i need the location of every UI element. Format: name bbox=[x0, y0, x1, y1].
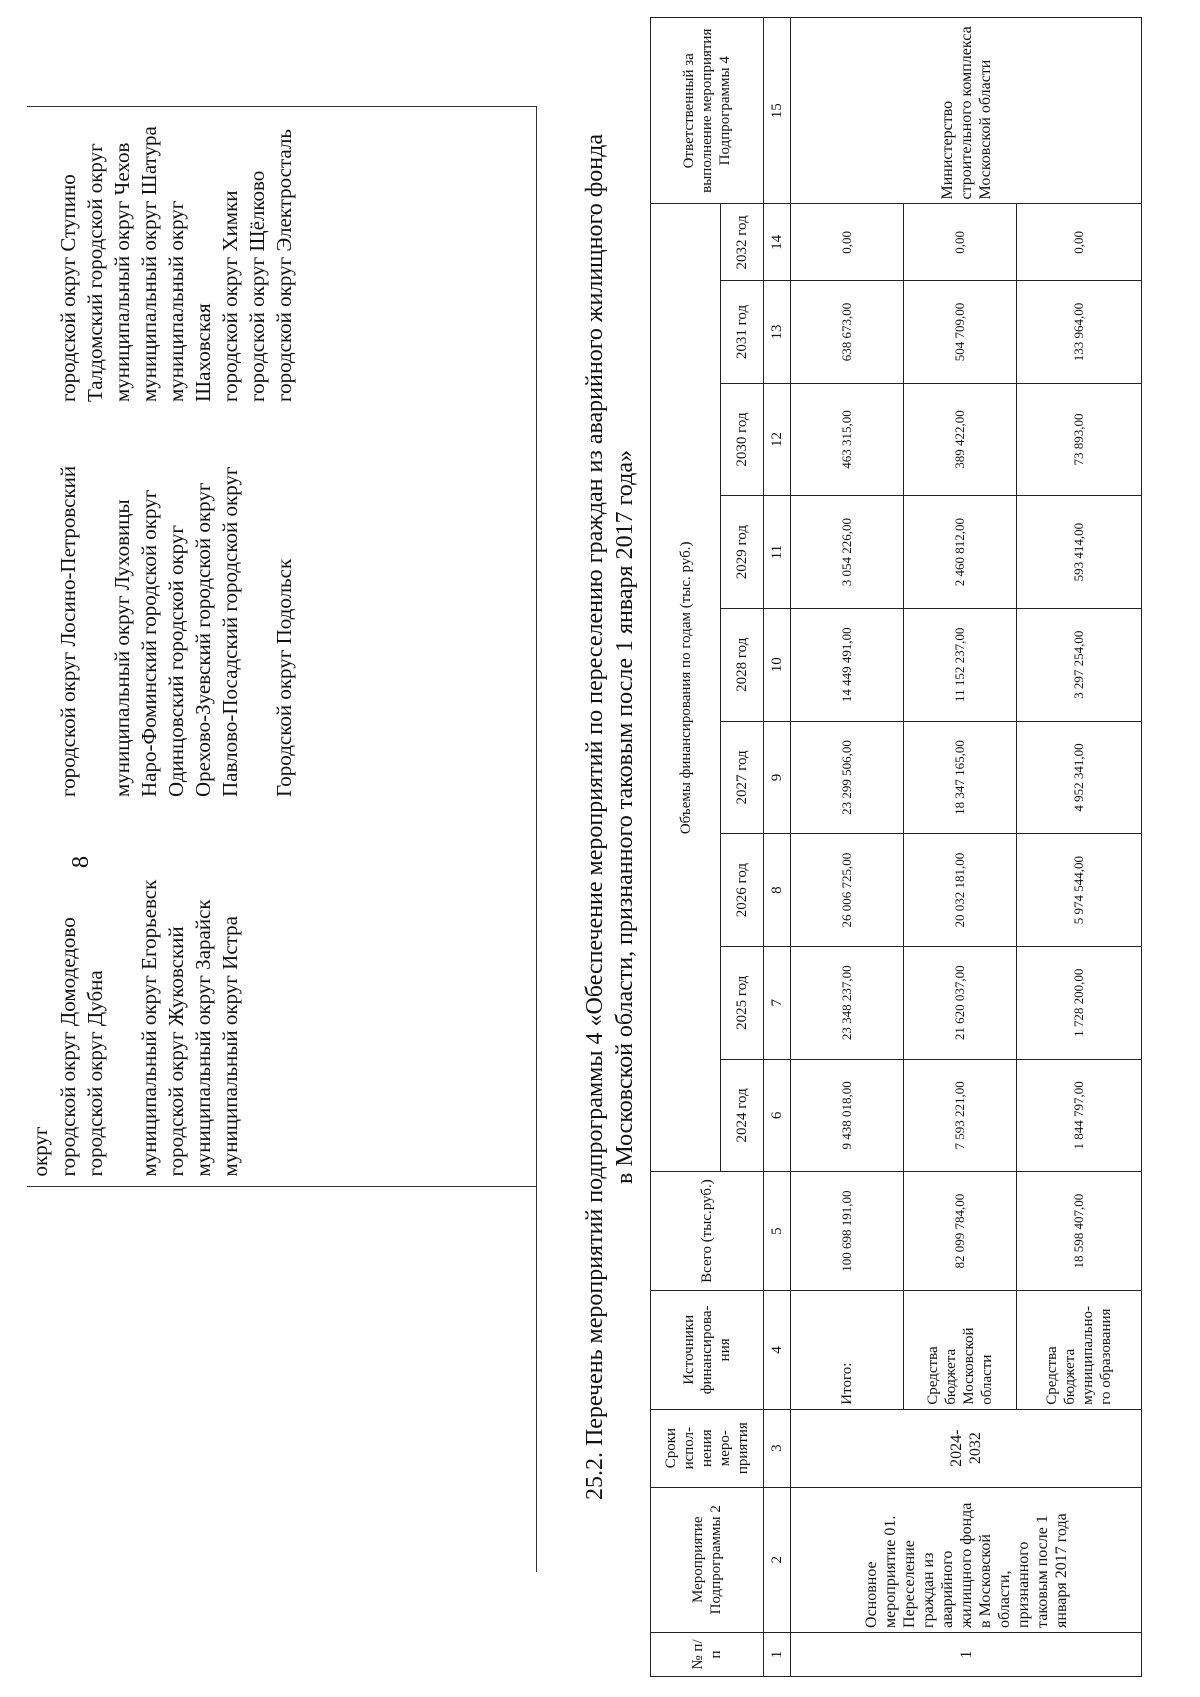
total-value: 100 698 191,00 bbox=[791, 1172, 904, 1291]
execution-terms: 2024-2032 bbox=[791, 1409, 1142, 1487]
total-value: 18 598 407,00 bbox=[1017, 1172, 1142, 1291]
funding-source: Итого: bbox=[791, 1290, 904, 1409]
year-value: 5 974 544,00 bbox=[1017, 834, 1142, 947]
header-year: 2029 год bbox=[721, 496, 764, 609]
header-year: 2032 год bbox=[721, 204, 764, 281]
year-value: 14 449 491,00 bbox=[791, 608, 904, 721]
header-no: № п/п bbox=[651, 1632, 764, 1676]
table-row bbox=[791, 18, 904, 1677]
continuation-item: округ bbox=[28, 1126, 52, 1177]
year-value: 11 152 237,00 bbox=[904, 608, 1017, 721]
year-value: 21 620 037,00 bbox=[904, 946, 1017, 1059]
header-sources: Источники финансирова-ния bbox=[651, 1290, 764, 1409]
year-value: 593 414,00 bbox=[1017, 496, 1142, 609]
header-year: 2027 год bbox=[721, 721, 764, 834]
year-value: 23 348 237,00 bbox=[791, 946, 904, 1059]
year-value: 2 460 812,00 bbox=[904, 496, 1017, 609]
funding-source: Средства бюджета муниципально-го образования bbox=[1017, 1290, 1142, 1409]
year-value: 504 709,00 bbox=[904, 281, 1017, 383]
year-value: 1 728 200,00 bbox=[1017, 946, 1142, 1059]
header-year: 2028 год bbox=[721, 608, 764, 721]
header-year: 2026 год bbox=[721, 834, 764, 947]
header-year: 2024 год bbox=[721, 1059, 764, 1172]
year-value: 638 673,00 bbox=[791, 281, 904, 383]
year-value: 0,00 bbox=[791, 204, 904, 281]
continuation-col-middle: городской округ Лосино-Петровский муниципальный округ Луховицы Наро-Фоминский городской округ Одинцовский городской округ Орехово-Зуевский городской округ Павлово-Посадский городской округ Городской округ Подольск bbox=[55, 412, 537, 807]
year-value: 463 315,00 bbox=[791, 383, 904, 496]
year-value: 23 299 506,00 bbox=[791, 721, 904, 834]
year-value: 73 893,00 bbox=[1017, 383, 1142, 496]
header-year: 2030 год bbox=[721, 383, 764, 496]
year-value: 389 422,00 bbox=[904, 383, 1017, 496]
year-value: 18 347 165,00 bbox=[904, 721, 1017, 834]
header-volumes: Объемы финансирования по годам (тыс. руб.) bbox=[651, 204, 721, 1172]
year-value: 0,00 bbox=[904, 204, 1017, 281]
continuation-col-right: городской округ Ступино Талдомский городской округ муниципальный округ Чехов муниципальный округ Шатура муниципальный округ Шаховская городской округ Химки городской округ Щёлково городской округ Электросталь bbox=[55, 107, 537, 412]
year-value: 1 844 797,00 bbox=[1017, 1059, 1142, 1172]
year-value: 26 006 725,00 bbox=[791, 834, 904, 947]
year-value: 7 593 221,00 bbox=[904, 1059, 1017, 1172]
header-responsible: Ответственный за выполнение мероприятия Подпрограммы 4 bbox=[651, 18, 764, 204]
year-value: 0,00 bbox=[1017, 204, 1142, 281]
section-heading: 25.2. Перечень мероприятий подпрограммы 4 «Обеспечение мероприятий по переселению граждан из аварийного жилищного фонда в Московской области, признанного таковым после 1 января 2017 года» bbox=[582, 133, 638, 1501]
header-year: 2025 год bbox=[721, 946, 764, 1059]
header-total: Всего (тыс.руб.) bbox=[651, 1172, 764, 1291]
funding-source: Средства бюджета Московской области bbox=[904, 1290, 1017, 1409]
header-measure: Мероприятие Подпрограммы 2 bbox=[651, 1487, 764, 1632]
measures-table bbox=[650, 17, 1142, 1677]
total-value: 82 099 784,00 bbox=[904, 1172, 1017, 1291]
column-index-row: 1 2 3 4 5 6 7 8 9 10 11 12 13 14 15 bbox=[764, 18, 791, 1677]
responsible-party: Министерство строительного комплекса Московской области bbox=[791, 18, 1142, 204]
year-value: 3 054 226,00 bbox=[791, 496, 904, 609]
continuation-table bbox=[27, 107, 537, 1573]
continuation-col-left: городской округ Домодедово городской округ Дубна муниципальный округ Егорьевск городской округ Жуковский муниципальный округ Зарайск муниципальный округ Истра bbox=[55, 807, 537, 1187]
year-value: 20 032 181,00 bbox=[904, 834, 1017, 947]
year-value: 3 297 254,00 bbox=[1017, 608, 1142, 721]
measure-name: Основное мероприятие 01. Переселение граждан из аварийного жилищного фонда в Московской области, признанного таковым после 1 января 2017 года bbox=[791, 1487, 1142, 1632]
page-number: 8 bbox=[68, 856, 94, 868]
header-year: 2031 год bbox=[721, 281, 764, 383]
row-number: 1 bbox=[791, 1632, 1142, 1676]
year-value: 133 964,00 bbox=[1017, 281, 1142, 383]
header-terms: Сроки испол-нения меро-приятия bbox=[651, 1409, 764, 1487]
year-value: 4 952 341,00 bbox=[1017, 721, 1142, 834]
year-value: 9 438 018,00 bbox=[791, 1059, 904, 1172]
